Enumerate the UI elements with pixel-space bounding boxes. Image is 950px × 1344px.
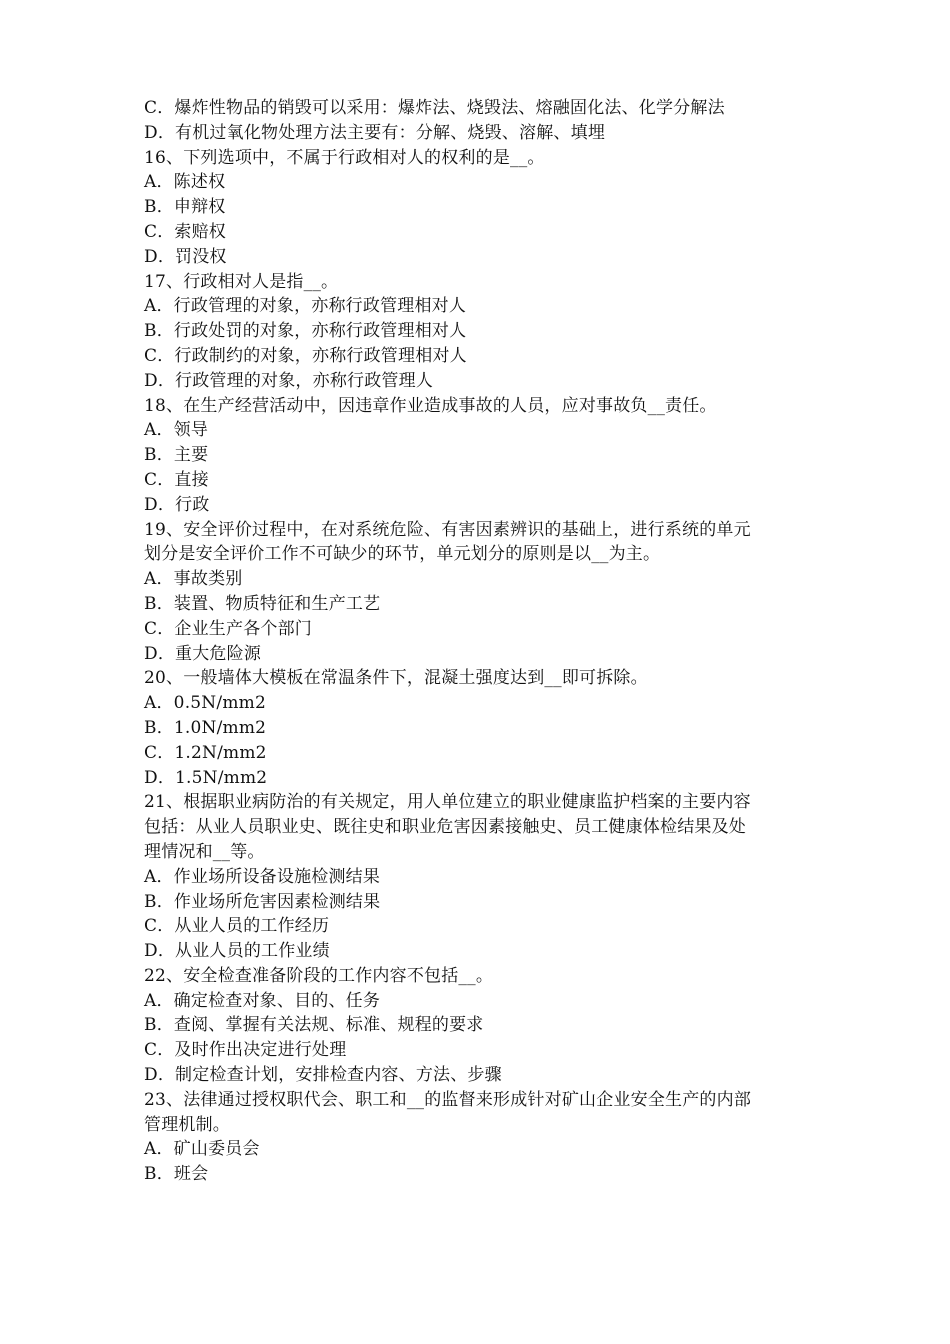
option-line: D．有机过氧化物处理方法主要有：分解、烧毁、溶解、填埋 [144,122,606,143]
option-line: B．班会 [144,1164,209,1185]
question-line: 管理机制。 [144,1114,230,1135]
question-line: 包括：从业人员职业史、既往史和职业危害因素接触史、员工健康体检结果及处 [144,817,746,838]
question-line: 22、安全检查准备阶段的工作内容不包括__。 [144,965,494,986]
option-line: B．装置、物质特征和生产工艺 [144,593,381,614]
option-line: A．行政管理的对象，亦称行政管理相对人 [144,296,467,317]
option-line: D．1.5N/mm2 [144,767,268,788]
option-line: A．陈述权 [144,172,226,193]
option-line: D．从业人员的工作业绩 [144,941,330,962]
option-line: C．1.2N/mm2 [144,742,267,763]
question-line: 划分是安全评价工作不可缺少的环节，单元划分的原则是以__为主。 [144,544,661,565]
document-page [144,96,824,1187]
option-line: A．确定检查对象、目的、任务 [144,990,381,1011]
question-line: 16、下列选项中，不属于行政相对人的权利的是__。 [144,147,545,168]
option-line: B．行政处罚的对象，亦称行政管理相对人 [144,321,467,342]
question-line: 21、根据职业病防治的有关规定，用人单位建立的职业健康监护档案的主要内容 [144,792,751,813]
option-line: A．作业场所设备设施检测结果 [144,866,381,887]
option-line: A．矿山委员会 [144,1139,260,1160]
option-line: C．直接 [144,469,209,490]
question-line: 理情况和__等。 [144,841,265,862]
option-line: B．查阅、掌握有关法规、标准、规程的要求 [144,1015,484,1036]
question-line: 20、一般墙体大模板在常温条件下，混凝土强度达到__即可拆除。 [144,668,648,689]
option-line: A．领导 [144,420,209,441]
question-line: 19、安全评价过程中，在对系统危险、有害因素辨识的基础上，进行系统的单元 [144,519,751,540]
option-line: C．从业人员的工作经历 [144,916,330,937]
option-line: D．制定检查计划，安排检查内容、方法、步骤 [144,1065,502,1086]
question-line: 17、行政相对人是指__。 [144,271,339,292]
question-line: 23、法律通过授权职代会、职工和__的监督来形成针对矿山企业安全生产的内部 [144,1089,752,1110]
option-line: C．索赔权 [144,221,227,242]
option-line: D．行政 [144,494,210,515]
option-line: C．行政制约的对象，亦称行政管理相对人 [144,345,467,366]
option-line: A．0.5N/mm2 [144,693,266,714]
option-line: D．罚没权 [144,246,227,267]
option-line: A．事故类别 [144,569,243,590]
option-line: C．企业生产各个部门 [144,618,313,639]
option-line: D．重大危险源 [144,643,262,664]
option-line: C．爆炸性物品的销毁可以采用：爆炸法、烧毁法、熔融固化法、化学分解法 [144,98,725,118]
option-line: D．行政管理的对象，亦称行政管理人 [144,370,434,391]
question-line: 18、在生产经营活动中，因违章作业造成事故的人员，应对事故负__责任。 [144,395,717,416]
option-line: B．作业场所危害因素检测结果 [144,891,381,912]
option-line: B．1.0N/mm2 [144,717,267,738]
option-line: B．主要 [144,445,209,466]
option-line: B．申辩权 [144,197,226,218]
option-line: C．及时作出决定进行处理 [144,1040,347,1061]
